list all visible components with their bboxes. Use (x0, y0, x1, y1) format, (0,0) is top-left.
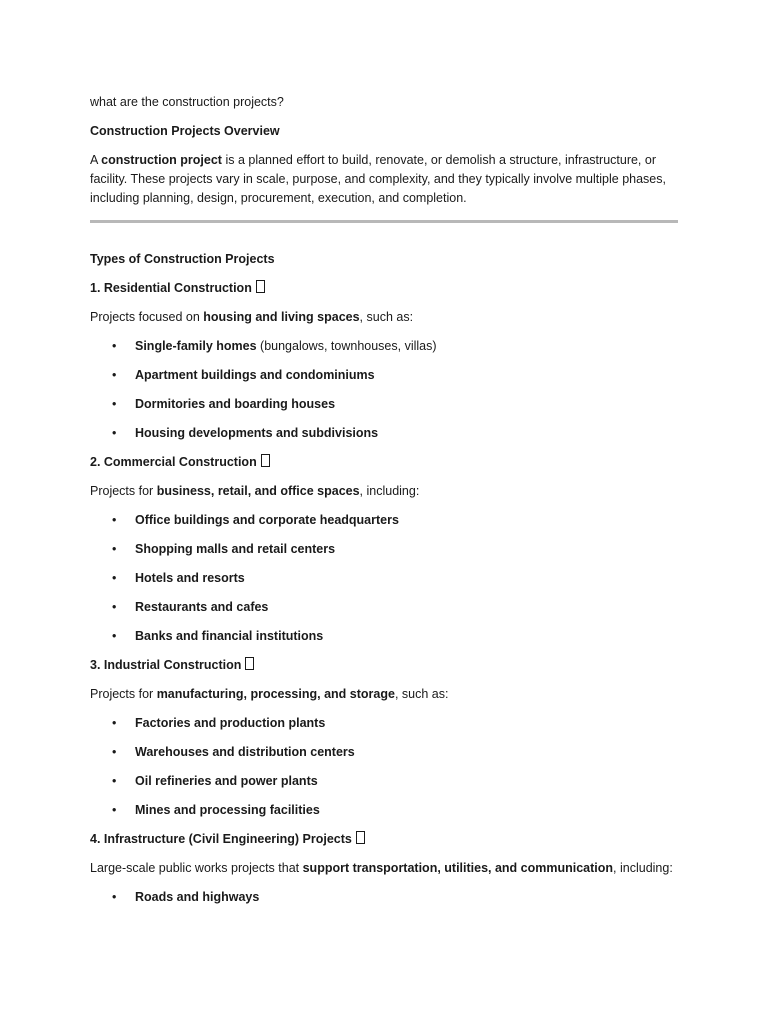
bullet: • (112, 629, 117, 643)
list-item (90, 395, 678, 414)
intro-text-end: , such as: (359, 310, 414, 324)
bullet: • (112, 774, 117, 788)
overview-heading: Construction Projects Overview (90, 124, 280, 138)
list-item (90, 366, 678, 385)
missing-glyph-icon (256, 280, 265, 293)
bullet: • (112, 542, 117, 556)
list-item-bold: Single-family homes (135, 339, 257, 353)
overview-paragraph (90, 151, 678, 208)
commercial-list (90, 511, 678, 646)
missing-glyph-icon (261, 454, 270, 467)
list-item-bold: Factories and production plants (135, 716, 326, 730)
bullet: • (112, 368, 117, 382)
list-item-bold: Mines and processing facilities (135, 803, 320, 817)
section-title-commercial (90, 453, 678, 472)
infrastructure-list (90, 888, 678, 907)
bullet: • (112, 571, 117, 585)
intro-text-end: , including: (613, 861, 673, 875)
bullet: • (112, 890, 117, 904)
missing-glyph-icon (245, 657, 254, 670)
question-text: what are the construction projects? (90, 95, 284, 109)
section-title-text: 4. Infrastructure (Civil Engineering) Projects (90, 832, 352, 846)
residential-list (90, 337, 678, 443)
section-intro-industrial (90, 685, 678, 704)
intro-text: Projects for (90, 687, 157, 701)
list-item (90, 424, 678, 443)
list-item (90, 598, 678, 617)
bullet: • (112, 339, 117, 353)
list-item-bold: Office buildings and corporate headquarters (135, 513, 399, 527)
intro-bold-text: manufacturing, processing, and storage (156, 687, 395, 701)
list-item (90, 627, 678, 646)
list-item (90, 540, 678, 559)
missing-glyph-icon (356, 831, 365, 844)
section-title-text: 3. Industrial Construction (90, 658, 242, 672)
overview-lead-a: A (90, 153, 102, 167)
types-heading: Types of Construction Projects (90, 252, 275, 266)
bullet: • (112, 426, 117, 440)
bullet: • (112, 803, 117, 817)
list-item-bold: Dormitories and boarding houses (135, 397, 336, 411)
intro-text: Large-scale public works projects that (90, 861, 303, 875)
list-item-bold: Roads and highways (135, 890, 260, 904)
list-item (90, 714, 678, 733)
list-item (90, 511, 678, 530)
list-item (90, 888, 678, 907)
intro-text: Projects focused on (90, 310, 204, 324)
intro-bold-text: support transportation, utilities, and communication (302, 861, 614, 875)
section-title-text: 2. Commercial Construction (90, 455, 257, 469)
intro-bold-text: business, retail, and office spaces (156, 484, 360, 498)
list-item-rest: (bungalows, townhouses, villas) (256, 339, 437, 353)
bullet: • (112, 600, 117, 614)
list-item-bold: Apartment buildings and condominiums (135, 368, 375, 382)
list-item (90, 772, 678, 791)
intro-text: Projects for (90, 484, 157, 498)
bullet: • (112, 745, 117, 759)
section-intro-commercial (90, 482, 678, 501)
overview-line-3: including planning, design, procurement, execution, and completion. (90, 191, 467, 205)
intro-text-end: , including: (359, 484, 420, 498)
list-item (90, 569, 678, 588)
list-item-bold: Banks and financial institutions (135, 629, 324, 643)
section-title-residential (90, 279, 678, 298)
bullet: • (112, 397, 117, 411)
list-item (90, 337, 678, 356)
intro-bold-text: housing and living spaces (203, 310, 360, 324)
list-item (90, 743, 678, 762)
list-item-bold: Housing developments and subdivisions (135, 426, 379, 440)
bullet: • (112, 513, 117, 527)
horizontal-rule (90, 220, 678, 223)
section-title-infrastructure (90, 830, 678, 849)
list-item-bold: Shopping malls and retail centers (135, 542, 336, 556)
section-title-text: 1. Residential Construction (90, 281, 252, 295)
overview-lead-bold: construction project (101, 153, 222, 167)
list-item-bold: Restaurants and cafes (135, 600, 269, 614)
bullet: • (112, 716, 117, 730)
overview-lead-b: is a planned effort to build, renovate, or demolish a structure, infrastructure, or (221, 153, 656, 167)
section-intro-residential (90, 308, 678, 327)
list-item-bold: Warehouses and distribution centers (135, 745, 355, 759)
industrial-list (90, 714, 678, 820)
section-intro-infrastructure (90, 859, 678, 878)
list-item (90, 801, 678, 820)
intro-text-end: , such as: (394, 687, 449, 701)
list-item-bold: Oil refineries and power plants (135, 774, 318, 788)
section-title-industrial (90, 656, 678, 675)
list-item-bold: Hotels and resorts (135, 571, 245, 585)
overview-line-2: facility. These projects vary in scale, purpose, and complexity, and they typically involve multiple phases, (90, 172, 666, 186)
